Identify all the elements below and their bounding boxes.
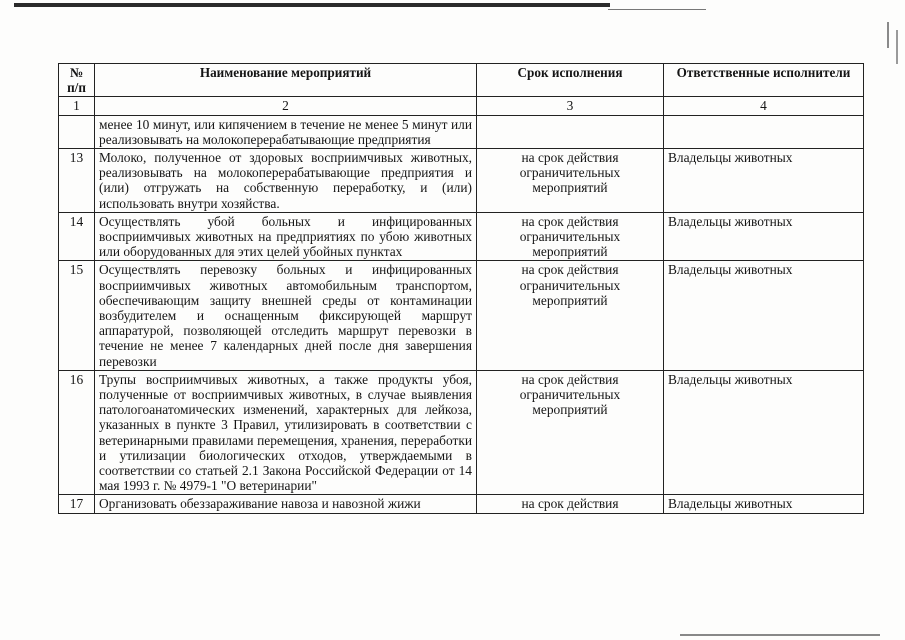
- row-term: [477, 115, 664, 148]
- row-name: Осуществлять убой больных и инфицированных восприимчивых животных на предприятиях по убою животных или оборудованных для этих целей убойных пунктах: [95, 212, 477, 261]
- row-num: 16: [59, 370, 95, 495]
- row-responsible: Владельцы животных: [664, 149, 864, 213]
- header-responsible: Ответственные исполнители: [664, 64, 864, 97]
- scan-bottom-mark: [680, 634, 880, 636]
- row-num: 13: [59, 149, 95, 213]
- table-row: [59, 115, 864, 148]
- row-name: менее 10 минут, или кипячением в течение не менее 5 минут или реализовывать на молокоперерабатывающие предприятия: [95, 115, 477, 148]
- row-num: 14: [59, 212, 95, 261]
- row-num: 17: [59, 495, 95, 513]
- row-num: [59, 115, 95, 148]
- scan-top-rule-thin: [608, 9, 706, 10]
- row-responsible: Владельцы животных: [664, 261, 864, 370]
- header-num: № п/п: [59, 64, 95, 97]
- row-responsible: Владельцы животных: [664, 495, 864, 513]
- row-term: на срок действия ограничительных мероприятий: [477, 212, 664, 261]
- column-number: 3: [477, 97, 664, 115]
- row-term: на срок действия ограничительных мероприятий: [477, 370, 664, 495]
- scan-top-rule: [14, 3, 610, 7]
- column-number: 2: [95, 97, 477, 115]
- column-number: 4: [664, 97, 864, 115]
- row-term: на срок действия ограничительных мероприятий: [477, 149, 664, 213]
- row-responsible: [664, 115, 864, 148]
- row-term: на срок действия ограничительных мероприятий: [477, 261, 664, 370]
- header-row: [59, 64, 864, 97]
- row-num: 15: [59, 261, 95, 370]
- measures-table: [58, 63, 864, 514]
- row-name: Трупы восприимчивых животных, а также продукты убоя, полученные от восприимчивых животных, в случае выявления патологоанатомических изменений, характерных для лейкоза, указанных в пункте 3 Правил, утилизировать в соответствии с ветеринарными правилами перемещения, хранения, переработки и утилизации биологических отходов, утверждаемыми в соответствии со статьей 2.1 Закона Российской Федерации от 14 мая 1993 г. № 4979-1 "О ветеринарии": [95, 370, 477, 495]
- row-name: Организовать обеззараживание навоза и навозной жижи: [95, 495, 477, 513]
- header-term: Срок исполнения: [477, 64, 664, 97]
- column-number: 1: [59, 97, 95, 115]
- table-row: [59, 370, 864, 495]
- table-row: [59, 261, 864, 370]
- column-number-row: [59, 97, 864, 115]
- scan-margin-mark: [896, 30, 898, 64]
- row-responsible: Владельцы животных: [664, 212, 864, 261]
- scan-margin-mark: [887, 22, 889, 48]
- header-name: Наименование мероприятий: [95, 64, 477, 97]
- row-responsible: Владельцы животных: [664, 370, 864, 495]
- row-term: на срок действия: [477, 495, 664, 513]
- table-row: [59, 495, 864, 513]
- table-row: [59, 212, 864, 261]
- row-name: Осуществлять перевозку больных и инфицированных восприимчивых животных автомобильным транспортом, обеспечивающим защиту внешней среды от контаминации возбудителем и оснащенным фиксирующей маршрут аппаратурой, позволяющей отследить маршрут перевозки в течение не менее 7 календарных дней после дня завершения перевозки: [95, 261, 477, 370]
- row-name: Молоко, полученное от здоровых восприимчивых животных, реализовывать на молокоперерабатывающие предприятия и (или) отгружать на собственную переработку, и (или) использовать внутри хозяйства.: [95, 149, 477, 213]
- table-row: [59, 149, 864, 213]
